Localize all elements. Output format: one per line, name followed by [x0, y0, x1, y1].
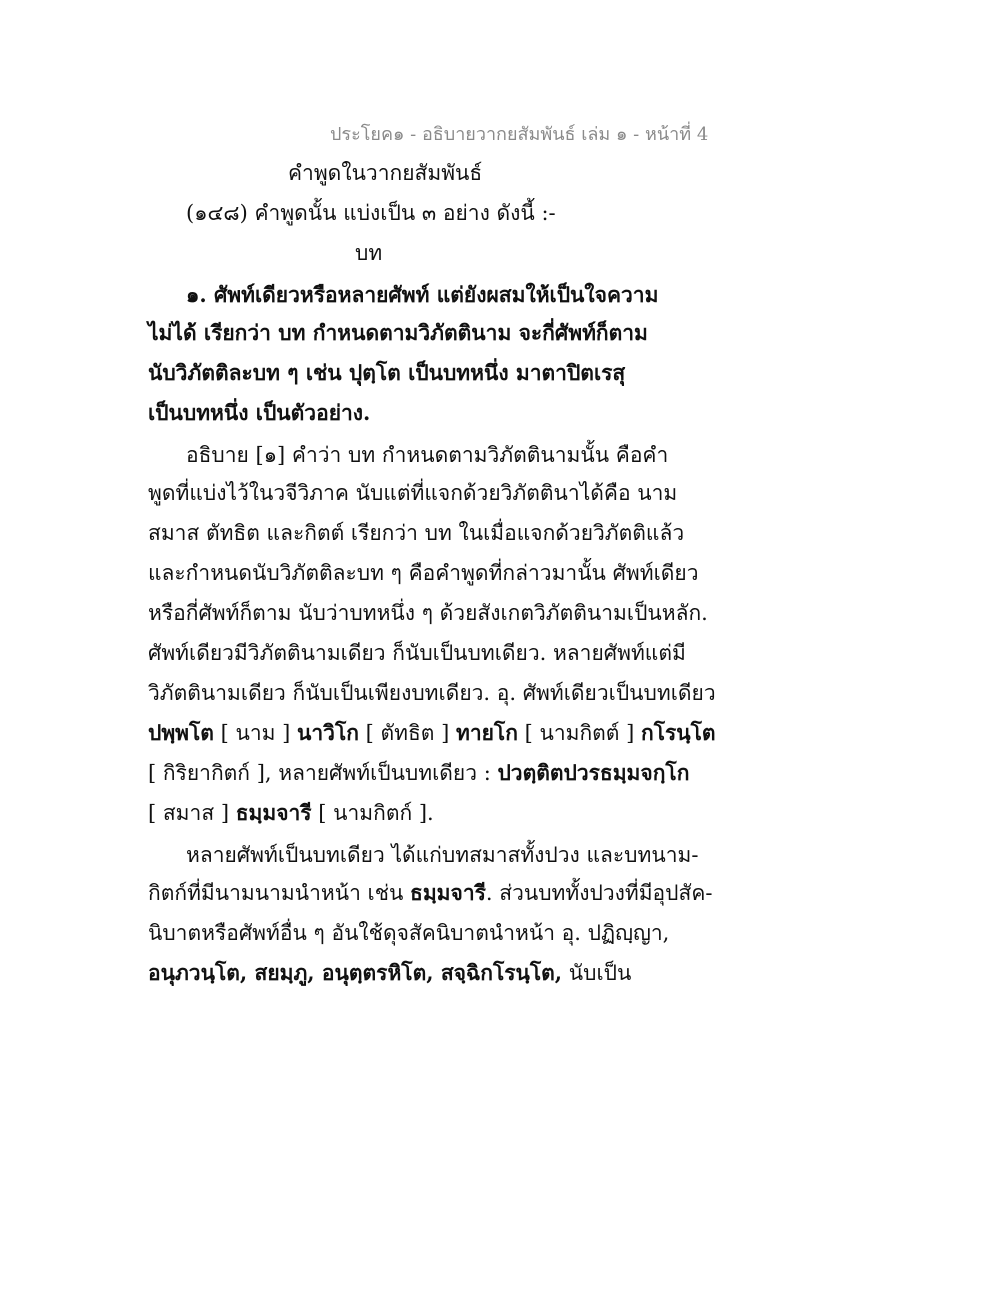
- para2-line-2: [148, 878, 712, 908]
- pali-term: นาวิโก: [297, 720, 359, 745]
- pali-term: กโรนฺโต: [641, 720, 716, 745]
- explain-line-2: พูดที่แบ่งไว้ในวจีวิภาค นับแต่ที่แจกด้วยวิภัตตินาได้คือ นาม: [148, 481, 678, 505]
- subheading-bot: บท: [355, 241, 383, 265]
- example-line-2: [148, 758, 689, 788]
- explain-line-3: สมาส ตัทธิต และกิตต์ เรียกว่า บท ในเมื่อแจกด้วยวิภัตติแล้ว: [148, 521, 685, 545]
- rule-line-3: นับวิภัตติละบท ๆ เช่น ปุตฺโต เป็นบทหนึ่ง มาตาปิตเรสุ: [148, 360, 626, 385]
- explain-line-5: หรือกี่ศัพท์ก็ตาม นับว่าบทหนึ่ง ๆ ด้วยสังเกตวิภัตตินามเป็นหลัก.: [148, 601, 708, 625]
- example-line-3: [148, 798, 434, 828]
- grammar-label: [ ตัทธิต ]: [358, 721, 456, 745]
- rule-line-1: ๑. ศัพท์เดียวหรือหลายศัพท์ แต่ยังผสมให้เป็นใจความ: [186, 282, 659, 307]
- para2-line-1: หลายศัพท์เป็นบทเดียว ได้แก่บทสมาสทั้งปวง และบทนาม-: [186, 843, 699, 867]
- pali-term: ทายโก: [455, 720, 518, 745]
- explain-line-7: วิภัตตินามเดียว ก็นับเป็นเพียงบทเดียว. อุ. ศัพท์เดียวเป็นบทเดียว: [148, 681, 716, 705]
- body-text: นับเป็น: [562, 961, 632, 985]
- grammar-label: [ นามกิตก์ ].: [311, 801, 434, 825]
- grammar-label: [ นาม ]: [213, 721, 298, 745]
- grammar-label: [ สมาส ]: [148, 801, 236, 825]
- explain-line-4: และกำหนดนับวิภัตติละบท ๆ คือคำพูดที่กล่าวมานั้น ศัพท์เดียว: [148, 561, 699, 585]
- rule-line-4: เป็นบทหนึ่ง เป็นตัวอย่าง.: [148, 400, 371, 425]
- pali-term: ปวตฺติตปวรธมฺมจกฺโก: [497, 760, 690, 785]
- body-text: กิตก์ที่มีนามนามนำหน้า เช่น: [148, 881, 411, 905]
- para2-line-3: นิบาตหรือศัพท์อื่น ๆ อันใช้ดุจสัคนิบาตนำหน้า อุ. ปฏิญฺญา,: [148, 921, 670, 945]
- rule-line-2: ไม่ได้ เรียกว่า บท กำหนดตามวิภัตตินาม จะกี่ศัพท์ก็ตาม: [148, 320, 648, 345]
- grammar-label: [ นามกิตต์ ]: [517, 721, 641, 745]
- body-text: . ส่วนบททั้งปวงที่มีอุปสัค-: [485, 881, 713, 905]
- explain-line-1: อธิบาย [๑] คำว่า บท กำหนดตามวิภัตตินามนั้น คือคำ: [186, 443, 669, 467]
- running-header: ประโยค๑ - อธิบายวากยสัมพันธ์ เล่ม ๑ - หน้าที่ 4: [330, 124, 709, 145]
- pali-term: ธมฺมจารี: [235, 800, 312, 825]
- intro-line: (๑๔๘) คำพูดนั้น แบ่งเป็น ๓ อย่าง ดังนี้ :-: [186, 201, 556, 225]
- pali-term: อนุภวนฺโต, สยมฺภู, อนุตฺตรหิโต, สจฺฉิกโรนฺโต,: [148, 960, 563, 985]
- para2-line-4: [148, 958, 631, 988]
- example-line-1: [148, 718, 716, 748]
- pali-term: ธมฺมจารี: [410, 880, 486, 905]
- pali-term: ปพฺพโต: [148, 720, 214, 745]
- section-title: คำพูดในวากยสัมพันธ์: [288, 161, 483, 185]
- explain-line-6: ศัพท์เดียวมีวิภัตตินามเดียว ก็นับเป็นบทเดียว. หลายศัพท์แต่มี: [148, 641, 686, 665]
- grammar-label: [ กิริยากิตก์ ], หลายศัพท์เป็นบทเดียว :: [148, 761, 498, 785]
